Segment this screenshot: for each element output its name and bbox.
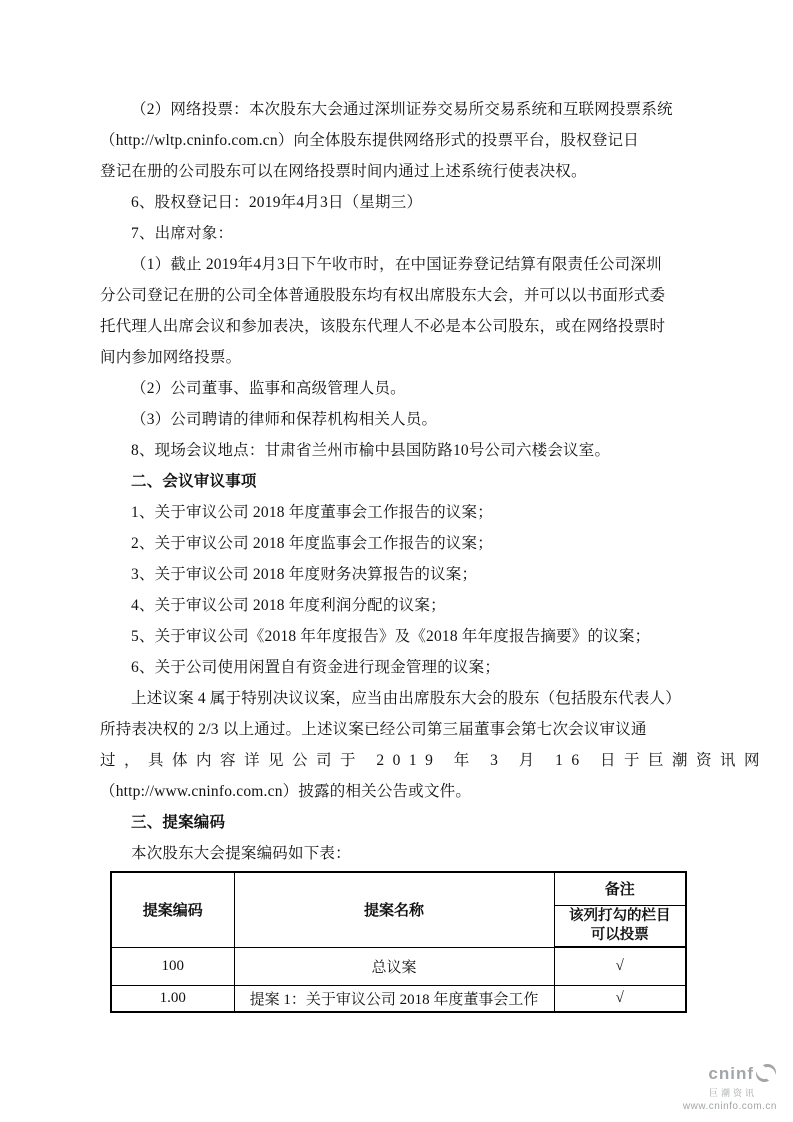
doc-line: 3、关于审议公司 2018 年度财务决算报告的议案； [131, 566, 478, 583]
doc-line: （2）网络投票：本次股东大会通过深圳证券交易所交易系统和互联网投票系统 [131, 101, 673, 118]
cninfo-wordmark: cninf [708, 1064, 754, 1084]
doc-line: 过，具体内容详见公司于 2019 年 3 月 16 日于巨潮资讯网 [100, 752, 769, 769]
section-heading-2: 二、会议审议事项 [131, 473, 257, 490]
doc-line: 分公司登记在册的公司全体普通股股东均有权出席股东大会，并可以以书面形式委 [100, 287, 666, 304]
header-note: 备注 [554, 872, 686, 905]
header-proposal-code: 提案编码 [111, 872, 234, 947]
doc-line: 5、关于审议公司《2018 年年度报告》及《2018 年年度报告摘要》的议案； [131, 628, 651, 645]
doc-line: （http://www.cninfo.com.cn）披露的相关公告或文件。 [100, 783, 472, 800]
table-row [111, 947, 686, 985]
cninfo-url: www.cninfo.com.cn [682, 1101, 777, 1112]
doc-line: 间内参加网络投票。 [100, 349, 242, 366]
cell-name: 总议案 [234, 947, 554, 985]
cell-vote-check: √ [554, 947, 686, 985]
doc-line: 登记在册的公司股东可以在网络投票时间内通过上述系统行使表决权。 [100, 163, 587, 180]
cell-name: 提案 1：关于审议公司 2018 年度董事会工作 [234, 985, 554, 1012]
doc-line: 7、出席对象： [131, 225, 234, 242]
doc-line: 6、股权登记日：2019年4月3日（星期三） [131, 194, 423, 211]
doc-line: 托代理人出席会议和参加表决，该股东代理人不必是本公司股东，或在网络投票时 [100, 318, 666, 335]
doc-line: 1、关于审议公司 2018 年度董事会工作报告的议案； [131, 504, 493, 521]
doc-line: （1）截止 2019年4月3日下午收市时，在中国证券登记结算有限责任公司深圳 [131, 256, 662, 273]
header-note-sub [554, 905, 686, 947]
table-row [111, 985, 686, 1012]
doc-line: 本次股东大会提案编码如下表： [131, 845, 351, 862]
header-proposal-name: 提案名称 [234, 872, 554, 947]
doc-line: （http://wltp.cninfo.com.cn）向全体股东提供网络形式的投票平台，股权登记日 [100, 132, 639, 149]
doc-line: 所持表决权的 2/3 以上通过。上述议案已经公司第三届董事会第七次会议审议通 [100, 721, 647, 738]
proposal-code-table [110, 871, 687, 1013]
cninfo-brand-chinese: 巨潮资讯 [708, 1088, 757, 1099]
doc-line: （3）公司聘请的律师和保荐机构相关人员。 [131, 411, 438, 428]
cell-code: 100 [111, 947, 234, 985]
doc-line: 4、关于审议公司 2018 年度利润分配的议案； [131, 597, 446, 614]
cell-code: 1.00 [111, 985, 234, 1012]
doc-line: 上述议案 4 属于特别决议议案，应当由出席股东大会的股东（包括股东代表人） [131, 690, 681, 707]
header-note-sub-line1: 该列打勾的栏目 [569, 907, 671, 924]
table-header-row [111, 872, 686, 905]
document-body [100, 94, 769, 1013]
cninfo-logo [683, 1062, 777, 1112]
doc-line: 8、现场会议地点：甘肃省兰州市榆中县国防路10号公司六楼会议室。 [131, 442, 611, 459]
cninfo-wordmark-row [683, 1062, 777, 1089]
doc-line: 6、关于公司使用闲置自有资金进行现金管理的议案； [131, 659, 501, 676]
section-heading-3: 三、提案编码 [131, 814, 226, 831]
cninfo-swirl-icon [755, 1062, 777, 1089]
cell-vote-check: √ [554, 985, 686, 1012]
header-note-sub-line2: 可以投票 [590, 926, 649, 943]
doc-line: （2）公司董事、监事和高级管理人员。 [131, 380, 406, 397]
doc-line: 2、关于审议公司 2018 年度监事会工作报告的议案； [131, 535, 493, 552]
